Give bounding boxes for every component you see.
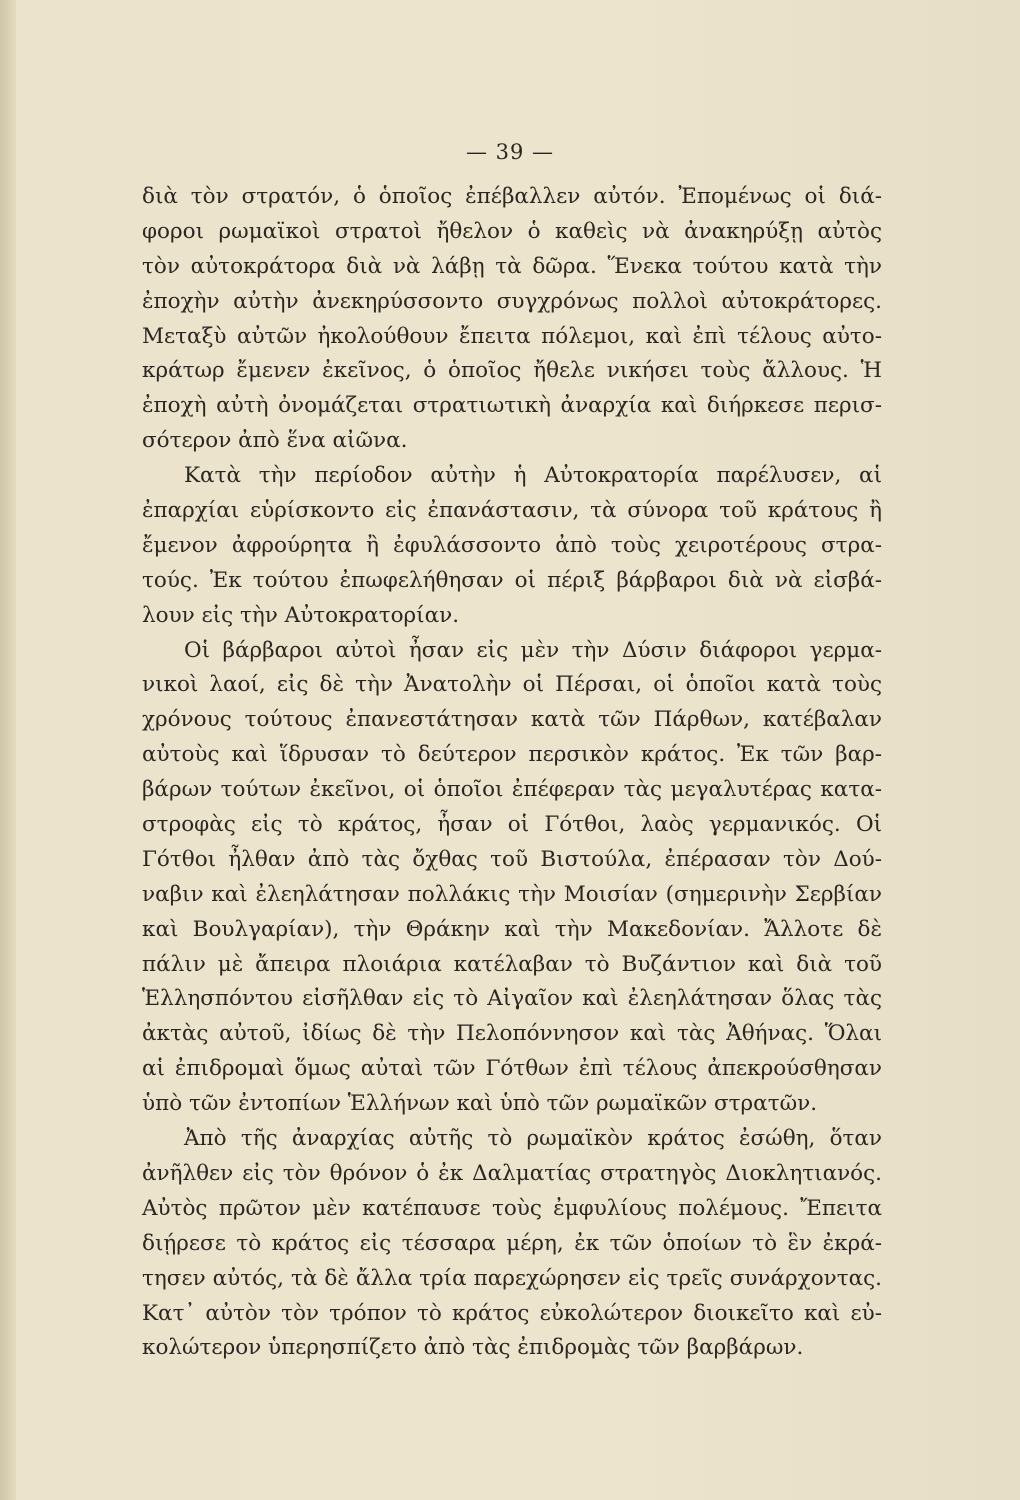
text-line: ἀκτὰς αὐτοῦ, ἰδίως δὲ τὴν Πελοπόννησον καὶ τὰς Ἀθήνας. Ὅλαι — [142, 1021, 882, 1047]
text-line: Αὐτὸς πρῶτον μὲν κατέπαυσε τοὺς ἐμφυλίους πολέμους. Ἔπειτα — [142, 1195, 882, 1221]
text-line: πάλιν μὲ ἄπειρα πλοιάρια κατέλαβαν τὸ Βυζάντιον καὶ διὰ τοῦ — [142, 951, 882, 977]
text-line: ἐποχὴ αὐτὴ ὀνομάζεται στρατιωτικὴ ἀναρχία καὶ διήρκεσε περισ- — [142, 393, 882, 419]
text-line: χρόνους τούτους ἐπανεστάτησαν κατὰ τῶν Πάρθων, κατέβαλαν — [142, 707, 882, 733]
text-line: τησεν αὐτός, τὰ δὲ ἄλλα τρία παρεχώρησεν εἰς τρεῖς συνάρχοντας. — [142, 1265, 882, 1291]
text-line: Κατ᾽ αὐτὸν τὸν τρόπον τὸ κράτος εὐκολώτερον διοικεῖτο καὶ εὐ- — [142, 1300, 882, 1326]
text-line: ἐπαρχίαι εὑρίσκοντο εἰς ἐπανάστασιν, τὰ σύνορα τοῦ κράτους ἢ — [142, 498, 882, 524]
text-line: διῄρεσε τὸ κράτος εἰς τέσσαρα μέρη, ἐκ τῶν ὁποίων τὸ ἓν ἐκρά- — [142, 1230, 882, 1256]
text-line: Κατὰ τὴν περίοδον αὐτὴν ἡ Αὐτοκρατορία παρέλυσεν, αἱ — [184, 463, 882, 489]
text-line: αὐτοὺς καὶ ἵδρυσαν τὸ δεύτερον περσικὸν κράτος. Ἐκ τῶν βαρ- — [142, 742, 882, 768]
text-line: ἔμενον ἀφρούρητα ἢ ἐφυλάσσοντο ἀπὸ τοὺς χειροτέρους στρα- — [142, 532, 882, 558]
text-line: στροφὰς εἰς τὸ κράτος, ἦσαν οἱ Γότθοι, λαὸς γερμανικός. Οἱ — [142, 812, 882, 838]
binding-edge — [0, 0, 16, 1500]
text-line: λουν εἰς τὴν Αὐτοκρατορίαν. — [142, 602, 460, 628]
text-line: σότερον ἀπὸ ἕνα αἰῶνα. — [142, 428, 408, 454]
text-line: τὸν αὐτοκράτορα διὰ νὰ λάβῃ τὰ δῶρα. Ἕνεκα τούτου κατὰ τὴν — [142, 253, 882, 279]
text-line: κράτωρ ἔμενεν ἐκεῖνος, ὁ ὁποῖος ἤθελε νικήσει τοὺς ἄλλους. Ἡ — [142, 358, 882, 384]
text-line: διὰ τὸν στρατόν, ὁ ὁποῖος ἐπέβαλλεν αὐτόν. Ἐπομένως οἱ διά- — [142, 184, 882, 209]
text-line: Ἀπὸ τῆς ἀναρχίας αὐτῆς τὸ ρωμαϊκὸν κράτος ἐσώθη, ὅταν — [184, 1126, 882, 1152]
text-line: αἱ ἐπιδρομαὶ ὅμως αὐταὶ τῶν Γότθων ἐπὶ τέλους ἀπεκρούσθησαν — [142, 1056, 882, 1082]
text-line: βάρων τούτων ἐκεῖνοι, οἱ ὁποῖοι ἐπέφεραν τὰς μεγαλυτέρας κατα- — [142, 777, 882, 803]
text-line: καὶ Βουλγαρίαν), τὴν Θράκην καὶ τὴν Μακεδονίαν. Ἄλλοτε δὲ — [142, 916, 882, 942]
text-line: ἐποχὴν αὐτὴν ἀνεκηρύσσοντο συγχρόνως πολλοὶ αὐτοκράτορες. — [142, 288, 882, 314]
text-line: Γότθοι ἦλθαν ἀπὸ τὰς ὄχθας τοῦ Βιστούλα, ἐπέρασαν τὸν Δού- — [142, 846, 882, 872]
text-line: ναβιν καὶ ἐλεηλάτησαν πολλάκις τὴν Μοισίαν (σημερινὴν Σερβίαν — [142, 881, 882, 907]
text-line: ὑπὸ τῶν ἐντοπίων Ἑλλήνων καὶ ὑπὸ τῶν ρωμαϊκῶν στρατῶν. — [142, 1091, 818, 1117]
text-line: Οἱ βάρβαροι αὐτοὶ ἦσαν εἰς μὲν τὴν Δύσιν διάφοροι γερμα- — [184, 637, 882, 663]
page-number: — 39 — — [465, 140, 555, 164]
text-line: κολώτερον ὑπερησπίζετο ἀπὸ τὰς ἐπιδρομὰς τῶν βαρβάρων. — [142, 1335, 804, 1361]
text-line: ἀνῆλθεν εἰς τὸν θρόνον ὁ ἐκ Δαλματίας στρατηγὸς Διοκλητιανός. — [142, 1160, 882, 1186]
body-text — [142, 180, 882, 1366]
text-line: τούς. Ἐκ τούτου ἐπωφελήθησαν οἱ πέριξ βάρβαροι διὰ νὰ εἰσβά- — [142, 567, 882, 593]
text-line: φοροι ρωμαϊκοὶ στρατοὶ ἤθελον ὁ καθεὶς νὰ ἀνακηρύξῃ αὐτὸς — [142, 218, 882, 244]
text-line: Μεταξὺ αὐτῶν ἠκολούθουν ἔπειτα πόλεμοι, καὶ ἐπὶ τέλους αὐτο- — [142, 323, 882, 349]
text-line: νικοὶ λαοί, εἰς δὲ τὴν Ἀνατολὴν οἱ Πέρσαι, οἱ ὁποῖοι κατὰ τοὺς — [142, 672, 882, 698]
text-line: Ἑλλησπόντου εἰσῆλθαν εἰς τὸ Αἰγαῖον καὶ ἐλεηλάτησαν ὅλας τὰς — [142, 986, 882, 1012]
